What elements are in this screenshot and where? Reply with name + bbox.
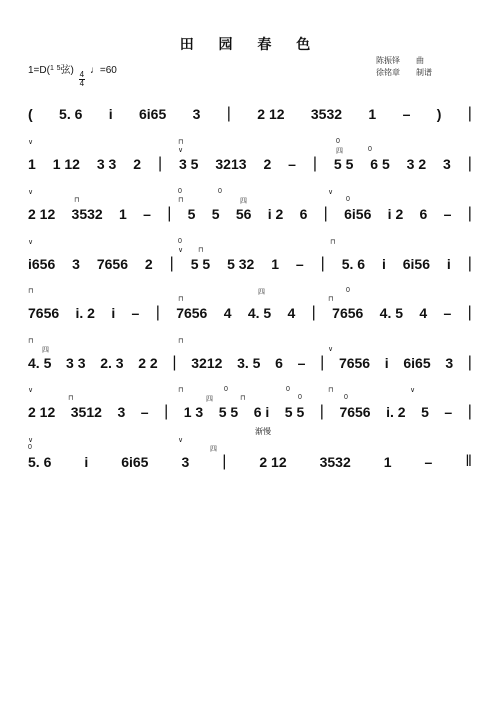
composer-role: 曲 [416,56,424,65]
note-group: i [108,106,113,122]
arranger-name: 徐铭章 [376,68,400,77]
bowing-mark: 0 [178,238,182,245]
note-group: 2 [263,156,272,172]
bowing-mark: ⊓ [28,288,34,295]
note-group: 3 [445,355,454,371]
time-bottom: 4 [79,79,85,88]
bowing-mark: ⊓ [178,139,184,146]
bowing-marks [28,188,472,206]
note-group: 1 [271,256,280,272]
note-group: 6 [419,206,428,222]
score-line-8 [28,432,472,476]
bowing-mark: ∨ [28,437,34,444]
note-group: 1 12 [52,156,80,172]
composer-name: 陈振铎 [376,56,400,65]
strings-label: 弦) [60,65,74,76]
bowing-marks [28,238,472,256]
note-group: 6 [299,206,308,222]
notes [28,206,472,222]
note-group: 5. 6 [59,106,83,122]
note-group: 6 i [253,404,270,420]
arranger-credit [376,67,432,79]
barline: | [155,304,160,321]
note-group: 1 [119,206,127,222]
note-group: 3 [117,404,126,420]
bowing-mark: 0 [346,196,350,203]
note-group: 2 [144,256,153,272]
note-group: 2. 3 [100,355,124,371]
score-line-7 [28,382,472,426]
note-group: – [140,404,149,420]
score-line-2 [28,134,472,178]
notes [28,256,472,272]
note-group: 2 [133,156,142,172]
notes [28,454,472,470]
note-group: 1 [28,156,36,172]
score-line-4 [28,234,472,278]
bowing-marks [28,436,472,454]
note-group: ) [436,106,442,122]
bowing-mark: ∨ [28,189,34,196]
score-line-3 [28,184,472,228]
bowing-mark: ⊓ [328,387,334,394]
note-group: 3 [192,106,201,122]
bowing-mark: ⊓ [178,387,184,394]
bowing-mark: ⊓ [328,296,334,303]
bowing-marks [28,386,472,404]
note-group: 4. 5 [247,305,272,321]
score-line-5 [28,283,472,327]
note-group: – [131,305,140,321]
bowing-mark: ⊓ [198,247,204,254]
note-group: 2 12 [259,454,287,470]
note-group: 7656 [339,404,371,420]
bowing-mark: ⊓ [28,338,34,345]
note-group: 5 [187,206,196,222]
note-group: 6i65 [121,454,149,470]
barline: | [467,304,472,321]
arranger-role: 制谱 [416,68,432,77]
bowing-mark: ⊓ [178,296,184,303]
note-group: 4. 5 [379,305,404,321]
barline: | [222,453,227,470]
bowing-mark: 0 [346,287,350,294]
barline: | [226,105,231,122]
note-group: 3 3 [96,156,117,172]
bowing-mark: ∨ [410,387,416,394]
note-group: 6i65 [403,355,431,371]
barline: | [320,354,325,371]
barline: | [312,155,317,172]
bowing-mark: 四 [258,289,265,296]
note-group: 3512 [70,404,102,420]
bowing-mark: ∨ [28,139,34,146]
bowing-mark: ∨ [178,247,184,254]
score-line-6 [28,333,472,377]
note-group: i [446,256,451,272]
note-group: 7656 [332,305,364,321]
note-group: – [143,206,151,222]
bowing-mark: 0 [298,394,302,401]
note-group: i. 2 [386,404,406,420]
note-group: 5 5 [284,404,305,420]
barline: | [323,205,328,222]
note-group: 2 12 [257,106,285,122]
barline: | [467,205,472,222]
note-group: i656 [28,256,56,272]
notes [28,355,472,371]
note-group: 5 5 [190,256,211,272]
bowing-mark: 四 [336,148,343,155]
bowing-mark: ∨ [328,189,334,196]
note-group: 3212 [191,355,223,371]
bowing-mark: 四 [42,347,49,354]
barline: | [169,255,174,272]
note-group: 7656 [176,305,208,321]
note-group: 4 [223,305,232,321]
note-group: i [111,305,116,321]
bowing-mark: 0 [286,386,290,393]
note-group: 7656 [28,305,60,321]
note-group: 56 [235,206,252,222]
bowing-marks [28,138,472,156]
note-group: i [384,355,389,371]
note-group: i. 2 [75,305,95,321]
note-group: – [443,206,452,222]
bowing-marks [28,88,472,106]
barline: | [167,205,172,222]
note-group: 7656 [338,355,371,371]
note-group: – [443,305,452,321]
note-group: 5 5 [218,404,239,420]
note-group: 5. 6 [28,454,52,470]
bowing-mark: 0 [28,444,32,451]
bowing-mark: 0 [218,188,222,195]
barline: | [467,354,472,371]
bowing-mark: ∨ [28,387,34,394]
tempo: ♩=60 [89,65,117,76]
barline: ‖ [465,453,472,470]
note-group: 6i65 [139,106,167,122]
note-group: 5 [211,206,220,222]
note-group: 3. 5 [237,355,261,371]
barline: | [319,403,324,420]
note-group: – [424,454,433,470]
bowing-marks [28,287,472,305]
note-group: 3 [181,454,190,470]
bowing-mark: ⊓ [330,239,336,246]
barline: | [467,105,472,122]
song-title: 田 园 春 色 [179,37,321,53]
notes [28,156,472,172]
note-group: 1 [383,454,392,470]
note-group: 3532 [310,106,343,122]
note-group: 1 3 [183,404,204,420]
barline: | [467,255,472,272]
note-group: 4. 5 [28,355,52,371]
bowing-mark: ⊓ [68,395,74,402]
bowing-mark: ∨ [328,346,334,353]
notes [28,106,472,122]
barline: | [172,354,177,371]
score-line-1 [28,84,472,128]
barline: | [164,403,169,420]
note-group: 4 [287,305,296,321]
barline: | [467,155,472,172]
note-group: 6i56 [344,206,372,222]
note-group: 3 [443,156,451,172]
tempo-marking: 渐慢 [255,427,271,436]
note-group: – [297,355,306,371]
bowing-mark: 0 [368,146,372,153]
note-group: 3 3 [66,355,86,371]
note-group: 7656 [96,256,129,272]
note-group: 2 12 [28,206,56,222]
bowing-mark: ⊓ [240,395,246,402]
string-low: 1 [49,65,54,72]
key-prefix: 1=D( [28,65,50,76]
bowing-mark: ∨ [178,437,184,444]
bowing-mark: 四 [240,198,247,205]
bowing-mark: 四 [210,446,217,453]
notes [28,404,472,420]
note-group: 3 [72,256,80,272]
bowing-mark: ⊓ [178,197,184,204]
barline: | [320,255,325,272]
note-group: i [84,454,89,470]
note-group: 6i56 [402,256,430,272]
note-group: 5 [421,404,429,420]
note-group: ( [28,106,33,122]
note-group: 5. 6 [341,256,366,272]
string-high: 5 [56,65,61,72]
bowing-mark: 0 [224,386,228,393]
bowing-mark: ∨ [28,239,34,246]
note-group: 1 [368,106,377,122]
barline: | [467,403,472,420]
note-group: 6 [275,355,283,371]
note-group: i 2 [267,206,284,222]
note-group: 3213 [215,156,247,172]
note-group: 5 32 [227,256,255,272]
note-group: i [381,256,386,272]
note-group: 3532 [319,454,351,470]
note-group: 6 5 [370,156,390,172]
bowing-mark: 0 [344,394,348,401]
note-group: – [295,256,304,272]
note-group: i 2 [387,206,404,222]
notes [28,305,472,321]
note-group: 2 12 [28,404,56,420]
bowing-mark: 0 [178,188,182,195]
note-group: 4 [419,305,428,321]
time-top: 4 [79,70,85,79]
note-group: 3532 [71,206,103,222]
composer-credit [376,55,432,67]
note-group: – [288,156,296,172]
note-group: 3 5 [179,156,199,172]
bowing-mark: 四 [206,396,213,403]
note-group: – [402,106,411,122]
bowing-marks [28,337,472,355]
bowing-mark: ⊓ [178,338,184,345]
barline: | [157,155,163,172]
note-group: 3 2 [406,156,427,172]
bowing-mark: ∨ [178,147,184,154]
note-group: 2 2 [138,355,158,371]
barline: | [311,304,316,321]
note-group: 5 5 [333,156,354,172]
note-group: – [444,404,453,420]
bowing-mark: ⊓ [74,197,80,204]
bowing-mark: 0 [336,138,340,145]
credits [376,55,432,79]
